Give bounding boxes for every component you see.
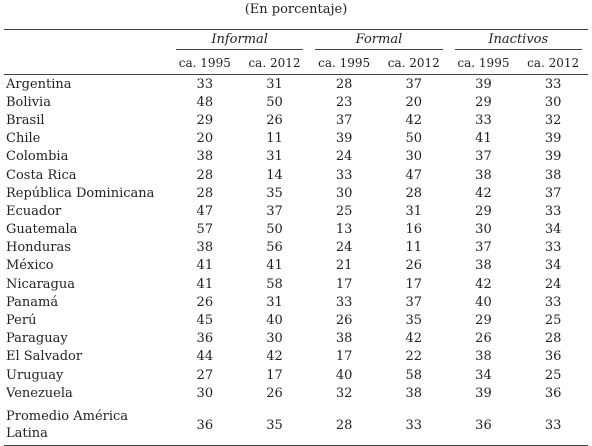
value-cell: 37 <box>405 76 423 92</box>
value-cell: 28 <box>196 167 214 183</box>
period-header: ca. 1995 <box>318 56 371 70</box>
value-cell: 11 <box>266 131 283 147</box>
table-caption: (En porcentaje) <box>244 2 348 17</box>
value-cell: 27 <box>196 367 214 383</box>
table-row <box>4 184 588 202</box>
value-cell: 29 <box>196 112 214 128</box>
value-cell: 42 <box>266 349 283 365</box>
value-cell: 41 <box>475 131 492 147</box>
value-cell: 39 <box>544 131 562 147</box>
value-cell: 58 <box>405 367 423 383</box>
value-cell: 57 <box>196 222 214 238</box>
value-cell: 38 <box>196 240 214 256</box>
value-cell: 33 <box>196 76 214 92</box>
value-cell: 48 <box>196 94 214 110</box>
value-cell: 37 <box>475 149 492 165</box>
value-cell: 28 <box>544 331 562 347</box>
value-cell: 39 <box>475 385 492 401</box>
value-cell: 33 <box>335 167 353 183</box>
table-row <box>4 202 588 220</box>
group-header-inactivos: Inactivos <box>449 30 588 53</box>
value-cell: 24 <box>335 149 353 165</box>
value-cell: 17 <box>405 276 423 292</box>
value-cell: 21 <box>335 258 353 274</box>
value-cell: 31 <box>266 294 283 310</box>
value-cell: 37 <box>544 185 562 201</box>
country-cell: Paraguay <box>6 331 68 347</box>
value-cell: 44 <box>196 349 214 365</box>
value-cell: 36 <box>544 385 562 401</box>
value-cell: 28 <box>196 185 214 201</box>
country-cell: Costa Rica <box>6 167 77 183</box>
table-row <box>4 111 588 129</box>
value-cell: 40 <box>475 294 492 310</box>
value-cell: 25 <box>544 367 562 383</box>
period-header: ca. 2012 <box>248 56 301 70</box>
value-cell: 26 <box>405 258 423 274</box>
value-cell: 30 <box>335 185 353 201</box>
value-cell: 31 <box>266 76 283 92</box>
country-cell: Venezuela <box>6 385 73 401</box>
table-row <box>4 148 588 166</box>
country-cell: Uruguay <box>6 367 64 383</box>
value-cell: 38 <box>196 149 214 165</box>
table-row <box>4 166 588 184</box>
value-cell: 37 <box>475 240 492 256</box>
value-cell: 37 <box>405 294 423 310</box>
value-cell: 26 <box>266 112 283 128</box>
value-cell: 39 <box>475 76 492 92</box>
value-cell: 33 <box>544 417 562 433</box>
table-row <box>4 257 588 275</box>
value-cell: 30 <box>405 149 423 165</box>
value-cell: 42 <box>475 276 492 292</box>
value-cell: 29 <box>475 94 492 110</box>
value-cell: 33 <box>475 112 492 128</box>
table-row <box>4 311 588 329</box>
value-cell: 30 <box>544 94 562 110</box>
value-cell: 33 <box>544 240 562 256</box>
value-cell: 38 <box>475 258 492 274</box>
period-header: ca. 1995 <box>457 56 510 70</box>
value-cell: 28 <box>335 76 353 92</box>
value-cell: 35 <box>405 313 423 329</box>
value-cell: 58 <box>266 276 283 292</box>
value-cell: 42 <box>475 185 492 201</box>
value-cell: 39 <box>335 131 353 147</box>
value-cell: 37 <box>335 112 353 128</box>
value-cell: 42 <box>405 331 423 347</box>
value-cell: 35 <box>266 417 283 433</box>
value-cell: 40 <box>266 313 283 329</box>
data-table <box>4 29 588 446</box>
country-cell: Bolivia <box>6 94 51 110</box>
value-cell: 47 <box>405 167 423 183</box>
table-body <box>4 75 588 446</box>
value-cell: 37 <box>266 203 283 219</box>
country-cell: Colombia <box>6 149 69 165</box>
value-cell: 38 <box>475 349 492 365</box>
value-cell: 26 <box>475 331 492 347</box>
value-cell: 20 <box>405 94 423 110</box>
table-row <box>4 293 588 311</box>
value-cell: 20 <box>196 131 214 147</box>
value-cell: 17 <box>335 276 353 292</box>
value-cell: 29 <box>475 313 492 329</box>
value-cell: 14 <box>266 167 283 183</box>
country-cell: El Salvador <box>6 349 83 365</box>
country-cell: Panamá <box>6 294 59 310</box>
value-cell: 41 <box>196 276 214 292</box>
value-cell: 16 <box>405 222 423 238</box>
value-cell: 50 <box>405 131 423 147</box>
value-cell: 24 <box>335 240 353 256</box>
country-cell: Honduras <box>6 240 71 256</box>
value-cell: 30 <box>196 385 214 401</box>
average-row <box>4 408 588 446</box>
period-header: ca. 2012 <box>527 56 580 70</box>
stub-subheader <box>4 52 170 75</box>
country-cell: República Dominicana <box>6 185 155 201</box>
value-cell: 22 <box>405 349 423 365</box>
value-cell: 31 <box>266 149 283 165</box>
table-row <box>4 348 588 366</box>
value-cell: 41 <box>196 258 214 274</box>
group-header-formal: Formal <box>309 30 448 53</box>
country-cell: Guatemala <box>6 222 78 238</box>
value-cell: 30 <box>475 222 492 238</box>
value-cell: 50 <box>266 222 283 238</box>
value-cell: 39 <box>544 149 562 165</box>
country-cell: Argentina <box>6 76 72 92</box>
value-cell: 35 <box>266 185 283 201</box>
value-cell: 32 <box>335 385 353 401</box>
value-cell: 38 <box>335 331 353 347</box>
value-cell: 28 <box>335 417 353 433</box>
value-cell: 13 <box>335 222 353 238</box>
value-cell: 34 <box>544 222 562 238</box>
value-cell: 26 <box>196 294 214 310</box>
value-cell: 26 <box>335 313 353 329</box>
value-cell: 23 <box>335 94 353 110</box>
value-cell: 36 <box>475 417 492 433</box>
table-row <box>4 75 588 94</box>
value-cell: 36 <box>196 331 214 347</box>
value-cell: 41 <box>266 258 283 274</box>
value-cell: 34 <box>475 367 492 383</box>
table-row <box>4 275 588 293</box>
table-row <box>4 239 588 257</box>
country-cell: Promedio América Latina <box>6 409 129 442</box>
value-cell: 33 <box>544 76 562 92</box>
value-cell: 38 <box>544 167 562 183</box>
value-cell: 33 <box>544 203 562 219</box>
value-cell: 47 <box>196 203 214 219</box>
period-header: ca. 1995 <box>178 56 231 70</box>
table-row <box>4 93 588 111</box>
table-row <box>4 366 588 384</box>
value-cell: 36 <box>544 349 562 365</box>
table-row <box>4 384 588 402</box>
value-cell: 50 <box>266 94 283 110</box>
stub-header <box>4 30 170 53</box>
value-cell: 24 <box>544 276 562 292</box>
table-row <box>4 130 588 148</box>
value-cell: 32 <box>544 112 562 128</box>
value-cell: 28 <box>405 185 423 201</box>
value-cell: 17 <box>266 367 283 383</box>
value-cell: 33 <box>335 294 353 310</box>
value-cell: 31 <box>405 203 423 219</box>
country-cell: Brasil <box>6 112 45 128</box>
country-cell: Chile <box>6 131 41 147</box>
value-cell: 11 <box>405 240 423 256</box>
table-row <box>4 330 588 348</box>
value-cell: 56 <box>266 240 283 256</box>
value-cell: 40 <box>335 367 353 383</box>
value-cell: 34 <box>544 258 562 274</box>
value-cell: 25 <box>544 313 562 329</box>
country-cell: Perú <box>6 313 37 329</box>
value-cell: 33 <box>405 417 423 433</box>
value-cell: 36 <box>196 417 214 433</box>
value-cell: 26 <box>266 385 283 401</box>
value-cell: 30 <box>266 331 283 347</box>
value-cell: 33 <box>544 294 562 310</box>
period-header: ca. 2012 <box>387 56 440 70</box>
table-row <box>4 221 588 239</box>
group-header-informal: Informal <box>170 30 309 53</box>
value-cell: 38 <box>475 167 492 183</box>
value-cell: 29 <box>475 203 492 219</box>
country-cell: Nicaragua <box>6 276 75 292</box>
value-cell: 17 <box>335 349 353 365</box>
value-cell: 45 <box>196 313 214 329</box>
value-cell: 42 <box>405 112 423 128</box>
country-cell: Ecuador <box>6 203 62 219</box>
value-cell: 38 <box>405 385 423 401</box>
country-cell: México <box>6 258 54 274</box>
value-cell: 25 <box>335 203 353 219</box>
